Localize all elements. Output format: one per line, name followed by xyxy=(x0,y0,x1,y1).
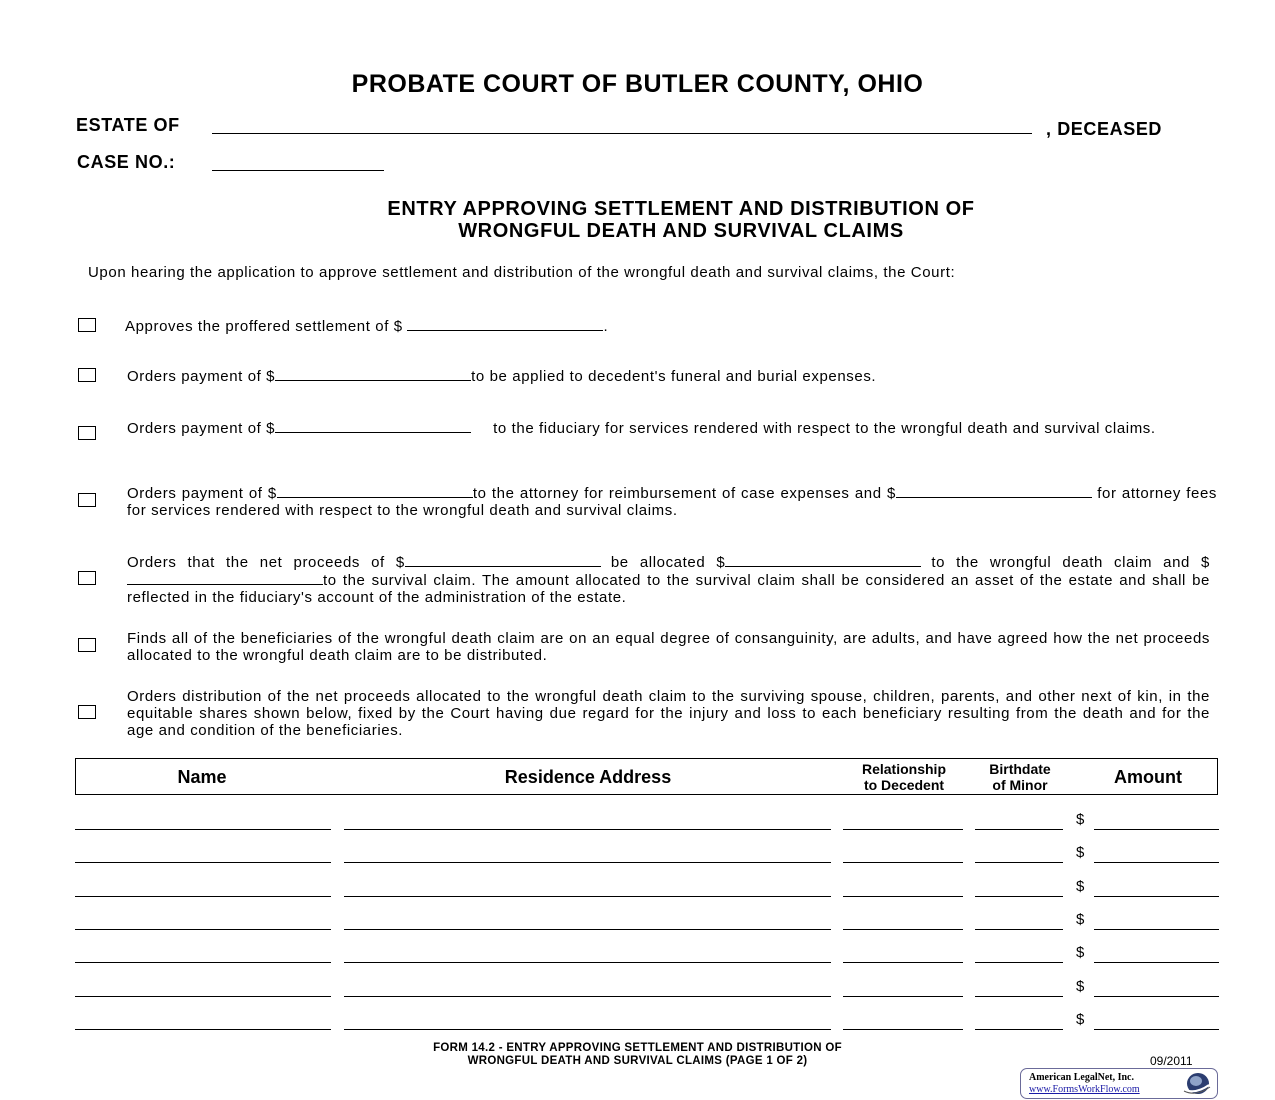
col-relationship-line2: to Decedent xyxy=(863,777,945,793)
row-address-field[interactable] xyxy=(344,996,831,997)
distribution-checkbox[interactable] xyxy=(78,705,96,719)
row-birthdate-field[interactable] xyxy=(975,862,1063,863)
row-name-field[interactable] xyxy=(75,929,331,930)
row-dollar-sign: $ xyxy=(1076,811,1085,828)
estate-of-label: ESTATE OF xyxy=(76,115,180,135)
allocation-text xyxy=(127,553,1210,606)
approve-settlement-label: Approves the proffered settlement of $ xyxy=(125,318,403,335)
approve-settlement-period: . xyxy=(603,318,609,335)
row-birthdate-field[interactable] xyxy=(975,829,1063,830)
row-address-field[interactable] xyxy=(344,962,831,963)
funeral-payment-label: Orders payment of $ xyxy=(127,368,276,385)
allocation-label: Orders that the net proceeds of $ xyxy=(127,554,405,571)
col-address-header: Residence Address xyxy=(504,767,672,787)
row-birthdate-field[interactable] xyxy=(975,896,1063,897)
attorney-payment-checkbox[interactable] xyxy=(78,493,96,507)
row-relationship-field[interactable] xyxy=(843,1029,963,1030)
approve-settlement-text xyxy=(125,317,925,335)
funeral-amount-field[interactable] xyxy=(275,367,471,381)
attorney-payment-label: Orders payment of $ xyxy=(127,485,277,502)
row-amount-field[interactable] xyxy=(1094,929,1219,930)
col-birthdate-header xyxy=(972,761,1068,793)
approve-settlement-checkbox[interactable] xyxy=(78,318,96,332)
attorney-expenses-amount-field[interactable] xyxy=(277,484,473,498)
col-birthdate-line1: Birthdate xyxy=(989,761,1051,777)
wrongful-death-amount-field[interactable] xyxy=(725,553,921,567)
row-amount-field[interactable] xyxy=(1094,996,1219,997)
row-dollar-sign: $ xyxy=(1076,910,1085,928)
attorney-fees-text: for attorney fees for services rendered with respect to the wrongful death and survival claims. xyxy=(127,485,1218,519)
row-amount-field[interactable] xyxy=(1094,862,1219,863)
row-dollar-sign: $ xyxy=(1076,977,1085,995)
case-no-field[interactable] xyxy=(212,170,384,171)
row-amount-field[interactable] xyxy=(1094,962,1219,963)
net-proceeds-amount-field[interactable] xyxy=(405,553,601,567)
attorney-fees-amount-field[interactable] xyxy=(896,484,1092,498)
attorney-expenses-text: to the attorney for reimbursement of case expenses and $ xyxy=(472,485,896,502)
row-address-field[interactable] xyxy=(344,929,831,930)
american-legalnet-logo[interactable] xyxy=(1020,1068,1218,1099)
row-relationship-field[interactable] xyxy=(843,896,963,897)
row-dollar-sign: $ xyxy=(1076,944,1085,962)
fiduciary-payment-text xyxy=(127,419,1210,437)
row-relationship-field[interactable] xyxy=(843,996,963,997)
row-name-field[interactable] xyxy=(75,1029,331,1030)
attorney-payment-text xyxy=(127,484,1217,519)
form-title-line1: ENTRY APPROVING SETTLEMENT AND DISTRIBUTION OF xyxy=(387,198,975,220)
allocation-wrongful-death: to the wrongful death claim and $ xyxy=(931,554,1210,571)
col-relationship-line1: Relationship xyxy=(861,761,946,777)
globe-icon xyxy=(1181,1071,1211,1096)
deceased-label: , DECEASED xyxy=(1046,119,1163,139)
row-birthdate-field[interactable] xyxy=(975,962,1063,963)
row-dollar-sign: $ xyxy=(1076,1010,1085,1028)
row-address-field[interactable] xyxy=(344,1029,831,1030)
row-birthdate-field[interactable] xyxy=(975,929,1063,930)
fiduciary-payment-checkbox[interactable] xyxy=(78,426,96,440)
col-name-header: Name xyxy=(177,767,227,787)
col-birthdate-line2: of Minor xyxy=(992,777,1048,793)
estate-name-field[interactable] xyxy=(212,133,1032,134)
row-amount-field[interactable] xyxy=(1094,829,1219,830)
beneficiaries-finding-text: Finds all of the beneficiaries of the wrongful death claim are on an equal degree of consanguinity, are adults, and have agreed how the net proceeds allocated to the wrongful death claim are to be distributed. xyxy=(127,630,1210,664)
form-title-line2: WRONGFUL DEATH AND SURVIVAL CLAIMS xyxy=(458,220,904,242)
row-name-field[interactable] xyxy=(75,962,331,963)
row-address-field[interactable] xyxy=(344,829,831,830)
row-relationship-field[interactable] xyxy=(843,929,963,930)
case-no-label: CASE NO.: xyxy=(77,152,176,172)
row-birthdate-field[interactable] xyxy=(975,1029,1063,1030)
form-revision-date: 09/2011 xyxy=(1150,1054,1193,1068)
fiduciary-amount-field[interactable] xyxy=(275,419,471,433)
beneficiary-table-header xyxy=(75,758,1218,795)
survival-amount-field[interactable] xyxy=(127,571,323,585)
row-relationship-field[interactable] xyxy=(843,829,963,830)
footer-line2: WRONGFUL DEATH AND SURVIVAL CLAIMS (PAGE 1 OF 2) xyxy=(467,1055,808,1067)
row-dollar-sign: $ xyxy=(1076,877,1085,895)
row-name-field[interactable] xyxy=(75,996,331,997)
row-amount-field[interactable] xyxy=(1094,1029,1219,1030)
row-amount-field[interactable] xyxy=(1094,896,1219,897)
court-title: PROBATE COURT OF BUTLER COUNTY, OHIO xyxy=(351,70,924,98)
row-name-field[interactable] xyxy=(75,896,331,897)
row-relationship-field[interactable] xyxy=(843,862,963,863)
col-amount-header: Amount xyxy=(1114,767,1182,787)
row-dollar-sign: $ xyxy=(1076,844,1085,862)
funeral-payment-suffix: to be applied to decedent's funeral and burial expenses. xyxy=(471,368,877,385)
row-birthdate-field[interactable] xyxy=(975,996,1063,997)
col-relationship-header xyxy=(844,761,964,793)
allocation-survival: to the survival claim. The amount allocated to the survival claim shall be considered an asset of the estate and shall be reflected in the fiduciary's account of the administration of the estate. xyxy=(127,572,1210,606)
logo-url-link[interactable]: www.FormsWorkFlow.com xyxy=(1029,1084,1140,1095)
footer-line1: FORM 14.2 - ENTRY APPROVING SETTLEMENT AND DISTRIBUTION OF xyxy=(433,1042,842,1054)
intro-paragraph: Upon hearing the application to approve settlement and distribution of the wrongful death and survival claims, the Court: xyxy=(88,264,956,281)
form-title xyxy=(0,198,1275,242)
distribution-text: Orders distribution of the net proceeds allocated to the wrongful death claim to the surviving spouse, children, parents, and other next of kin, in the equitable shares shown below, fixed by the Court having due regard for the injury and loss to each beneficiary resulting from the death and for the age and condition of the beneficiaries. xyxy=(127,688,1210,739)
logo-company-name: American LegalNet, Inc. xyxy=(1029,1072,1134,1083)
allocation-be-allocated: be allocated $ xyxy=(610,554,726,571)
beneficiaries-finding-checkbox[interactable] xyxy=(78,638,96,652)
row-address-field[interactable] xyxy=(344,896,831,897)
settlement-amount-field[interactable] xyxy=(407,317,603,331)
row-name-field[interactable] xyxy=(75,862,331,863)
funeral-expenses-text xyxy=(127,367,1127,385)
row-address-field[interactable] xyxy=(344,862,831,863)
allocation-checkbox[interactable] xyxy=(78,571,96,585)
row-name-field[interactable] xyxy=(75,829,331,830)
fiduciary-payment-suffix: to the fiduciary for services rendered with respect to the wrongful death and survival claims. xyxy=(493,420,1156,437)
fiduciary-payment-label: Orders payment of $ xyxy=(127,420,276,437)
row-relationship-field[interactable] xyxy=(843,962,963,963)
funeral-expenses-checkbox[interactable] xyxy=(78,368,96,382)
form-footer xyxy=(300,1042,975,1068)
